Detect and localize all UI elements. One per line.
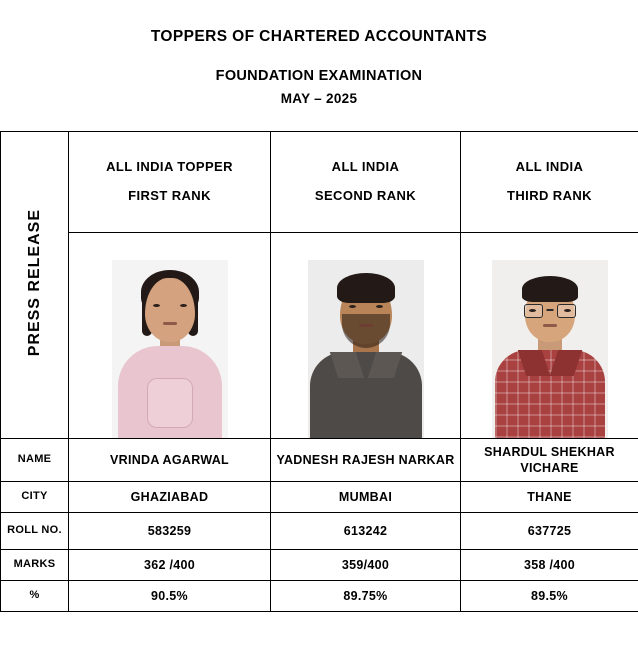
press-release-side-label: [1, 132, 69, 439]
name-value-second: YADNESH RAJESH NARKAR: [271, 439, 461, 482]
photo-cell-first: [69, 233, 271, 439]
percent-value-third: 89.5%: [461, 581, 638, 612]
row-label-name: NAME: [1, 439, 69, 482]
table-row: [1, 439, 638, 482]
photo-cell-second: [271, 233, 461, 439]
exam-subtitle: FOUNDATION EXAMINATION: [215, 68, 423, 84]
rank-header-first-line2: FIRST RANK: [128, 188, 211, 203]
rank-header-first-line1: ALL INDIA TOPPER: [106, 159, 233, 175]
header-block: [0, 0, 638, 106]
marks-value-third: 358 /400: [461, 550, 638, 581]
topper-photo-second: [308, 260, 424, 438]
table-row: [1, 581, 638, 612]
marks-value-first: 362 /400: [69, 550, 271, 581]
row-label-city: CITY: [1, 482, 69, 513]
table-row: [1, 550, 638, 581]
rank-header-row: [1, 132, 638, 233]
city-value-second: MUMBAI: [271, 482, 461, 513]
photo-cell-third: [461, 233, 638, 439]
name-value-third: SHARDUL SHEKHAR VICHARE: [461, 439, 638, 482]
rank-header-first: [69, 132, 271, 233]
table-row: [1, 482, 638, 513]
rank-header-third-line1: ALL INDIA: [515, 159, 584, 175]
percent-value-second: 89.75%: [271, 581, 461, 612]
row-label-roll-no: ROLL NO.: [1, 513, 69, 550]
percent-value-first: 90.5%: [69, 581, 271, 612]
rank-header-second-line2: SECOND RANK: [314, 188, 417, 203]
photo-row: [1, 233, 638, 439]
roll-value-third: 637725: [461, 513, 638, 550]
marks-value-second: 359/400: [271, 550, 461, 581]
topper-photo-first: [112, 260, 228, 438]
city-value-first: GHAZIABAD: [69, 482, 271, 513]
rank-header-second: [271, 132, 461, 233]
city-value-third: THANE: [461, 482, 638, 513]
exam-session: MAY – 2025: [280, 91, 358, 106]
page-title: TOPPERS OF CHARTERED ACCOUNTANTS: [150, 28, 488, 45]
topper-photo-third: [492, 260, 608, 438]
row-label-marks: MARKS: [1, 550, 69, 581]
rank-header-third-line2: THIRD RANK: [507, 188, 592, 203]
toppers-table: [0, 131, 638, 612]
roll-value-first: 583259: [69, 513, 271, 550]
rank-header-third: [461, 132, 638, 233]
rank-header-second-line1: ALL INDIA: [331, 159, 400, 175]
table-row: [1, 513, 638, 550]
row-label-percent: %: [1, 581, 69, 612]
side-label-text: PRESS RELEASE: [25, 208, 43, 357]
name-value-first: VRINDA AGARWAL: [69, 439, 271, 482]
roll-value-second: 613242: [271, 513, 461, 550]
